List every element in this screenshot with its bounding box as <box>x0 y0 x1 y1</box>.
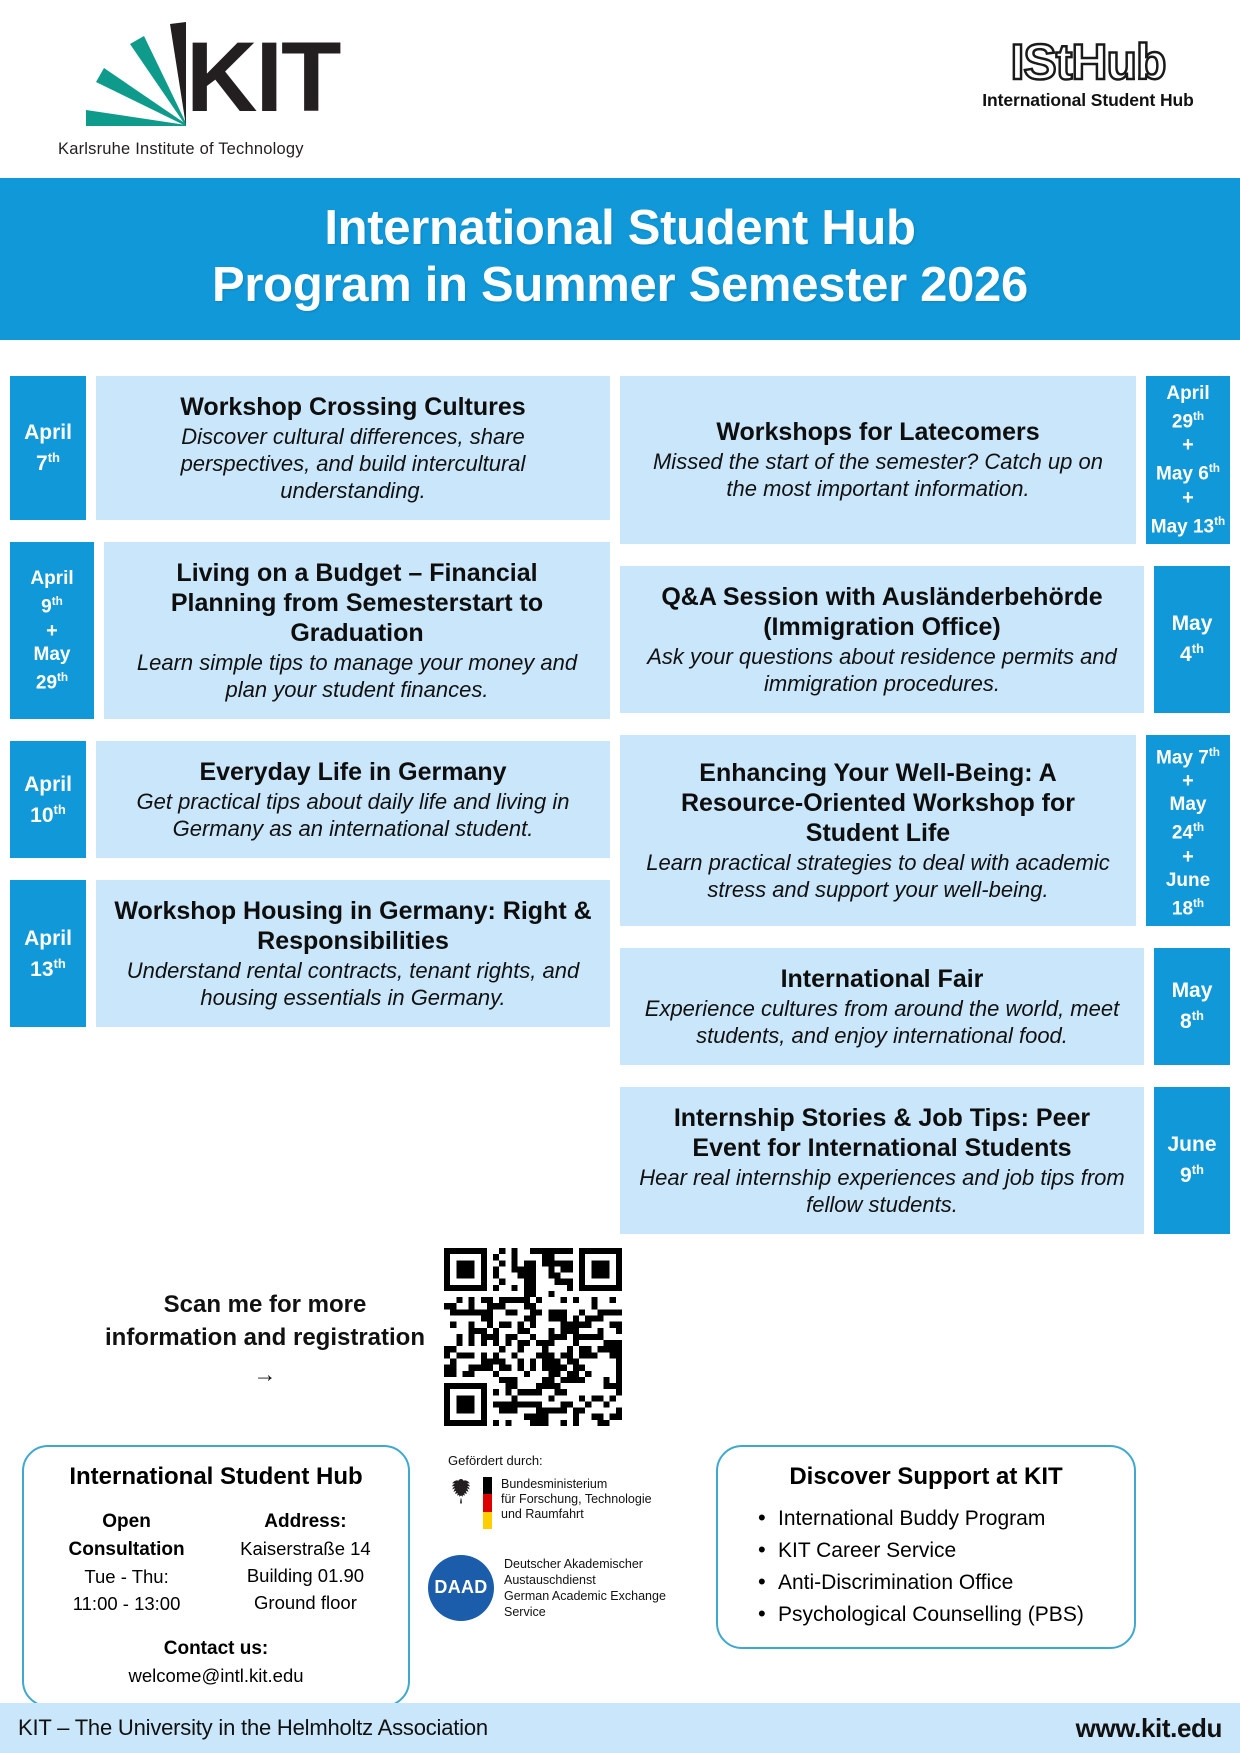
address-heading: Address: <box>264 1510 347 1532</box>
row-spacer <box>1144 1087 1154 1234</box>
event-title: Workshop Crossing Cultures <box>180 393 526 421</box>
kit-url[interactable]: www.kit.edu <box>1075 1712 1222 1743</box>
date-line: April 29th <box>1166 383 1210 433</box>
event-date-box <box>1154 1087 1230 1234</box>
event-description: Discover cultural differences, share perspectives, and build intercultural understanding. <box>180 424 526 503</box>
program-grid <box>0 340 1240 1234</box>
isthub-wordmark: IStHub <box>1010 34 1166 90</box>
qr-instruction-text: Scan me for more information and registration <box>104 1290 425 1351</box>
consultation-days: Tue - Thu: <box>84 1565 169 1587</box>
date-plus-separator: + <box>1182 486 1194 509</box>
contact-details <box>38 1507 394 1617</box>
event-title: Internship Stories & Job Tips: Peer Event for International Students <box>673 1103 1091 1162</box>
event-card <box>620 735 1136 926</box>
event-title: International Fair <box>780 964 984 993</box>
event-card <box>96 880 610 1027</box>
funding-logos <box>422 1445 704 1621</box>
event-description: Learn simple tips to manage your money and plan your student finances. <box>136 650 578 702</box>
date-line: 9th <box>1180 1162 1204 1188</box>
event-description: Missed the start of the semester? Catch up on the most important information. <box>652 449 1103 502</box>
event-title: Enhancing Your Well-Being: A Resource-Oriented Workshop for Student Life <box>680 758 1076 847</box>
event-date-box <box>10 376 86 520</box>
date-line: 9th <box>41 595 63 618</box>
support-box-title: Discover Support at KIT <box>789 1462 1063 1490</box>
event-card <box>620 566 1144 713</box>
isthub-logo <box>968 36 1208 111</box>
address-line-1: Kaiserstraße 14 <box>240 1537 371 1559</box>
event-card <box>104 542 610 719</box>
date-line: April <box>24 772 72 796</box>
title-banner <box>0 178 1240 340</box>
event-date-box <box>10 880 86 1027</box>
row-spacer <box>1144 948 1154 1065</box>
event-card <box>620 948 1144 1065</box>
event-description: Understand rental contracts, tenant rights, and housing essentials in Germany. <box>126 958 580 1010</box>
event-date-box <box>1146 376 1230 544</box>
event-date-box <box>1146 735 1230 926</box>
date-line: April <box>24 926 72 950</box>
event-title: Everyday Life in Germany <box>199 758 507 786</box>
date-line: May <box>1171 612 1213 636</box>
page-title <box>0 200 1240 314</box>
date-line: May 6th <box>1156 462 1220 485</box>
contact-heading: Contact us: <box>163 1637 269 1659</box>
contact-email[interactable]: welcome@intl.kit.edu <box>128 1664 304 1686</box>
german-flag-bar-icon <box>483 1477 492 1529</box>
daad-line-2: German Academic Exchange Service <box>504 1588 666 1619</box>
daad-circle-icon: DAAD <box>428 1555 494 1621</box>
program-row <box>10 741 610 858</box>
support-list <box>732 1503 1120 1631</box>
daad-text <box>504 1556 704 1620</box>
event-description: Experience cultures from around the world, meet students, and enjoy international food. <box>644 995 1120 1048</box>
date-line: 13th <box>30 955 66 981</box>
date-line: May 13th <box>1150 514 1226 537</box>
program-row <box>620 1087 1230 1234</box>
program-row <box>10 542 610 719</box>
helmholtz-text: KIT – The University in the Helmholtz Association <box>18 1715 488 1740</box>
support-box <box>716 1445 1136 1649</box>
qr-section <box>0 1234 1240 1431</box>
event-card <box>620 1087 1144 1234</box>
date-line: May <box>33 643 71 665</box>
event-card <box>96 376 610 520</box>
address-block <box>223 1507 388 1617</box>
address-line-2: Building 01.90 <box>246 1564 365 1586</box>
kit-fan-icon <box>58 22 188 127</box>
date-plus-separator: + <box>1182 434 1194 457</box>
qr-code-image[interactable] <box>444 1248 622 1431</box>
kit-wordmark: KIT <box>186 21 340 132</box>
consultation-hours: 11:00 - 13:00 <box>72 1592 181 1614</box>
daad-logo <box>422 1555 704 1621</box>
support-list-item[interactable]: • Anti-Discrimination Office <box>758 1567 1120 1599</box>
date-line: 10th <box>30 801 66 827</box>
bmbf-line-1: Bundesministerium <box>501 1476 608 1491</box>
qr-instruction <box>100 1288 430 1391</box>
program-row <box>620 376 1230 544</box>
row-spacer <box>94 542 104 719</box>
kit-logo <box>58 22 358 162</box>
contact-box-title: International Student Hub <box>69 1462 363 1490</box>
program-row <box>620 735 1230 926</box>
event-description: Ask your questions about residence permits and immigration procedures. <box>647 643 1117 696</box>
event-description: Learn practical strategies to deal with academic stress and support your well-being. <box>646 849 1110 902</box>
row-spacer <box>1136 376 1146 544</box>
contact-email-block <box>38 1635 394 1689</box>
kit-subtitle: Karlsruhe Institute of Technology <box>58 140 304 158</box>
date-line: May <box>1171 979 1213 1003</box>
isthub-subtitle: International Student Hub <box>982 90 1194 110</box>
logo-header <box>0 0 1240 178</box>
qr-arrow-icon: → <box>253 1360 277 1387</box>
daad-line-1: Deutscher Akademischer Austauschdienst <box>504 1556 643 1587</box>
title-line-2: Program in Summer Semester 2026 <box>212 258 1028 312</box>
title-line-1: International Student Hub <box>324 201 916 255</box>
consultation-block <box>44 1507 209 1617</box>
row-spacer <box>86 741 96 858</box>
date-line: June <box>1167 1133 1217 1157</box>
event-description: Get practical tips about daily life and living in Germany as an international student. <box>136 789 570 841</box>
date-line: 29th <box>35 670 69 693</box>
program-row <box>10 376 610 520</box>
date-line: 4th <box>1180 641 1204 667</box>
program-column-right <box>620 376 1230 1234</box>
date-line: June <box>1165 869 1211 891</box>
row-spacer <box>1136 735 1146 926</box>
program-row <box>620 566 1230 713</box>
date-line: May <box>1169 794 1207 816</box>
bottom-bar <box>0 1703 1240 1753</box>
date-plus-separator: + <box>1182 770 1194 793</box>
date-plus-separator: + <box>1182 845 1194 868</box>
event-date-box <box>1154 566 1230 713</box>
bmbf-text <box>501 1477 652 1522</box>
date-line: 24th <box>1171 821 1205 844</box>
footer-section <box>0 1431 1240 1707</box>
event-title: Living on a Budget – Financial Planning from Semesterstart to Graduation <box>170 559 544 647</box>
event-date-box <box>10 542 94 719</box>
event-date-box <box>10 741 86 858</box>
date-line: May 7th <box>1156 745 1220 769</box>
date-line: 8th <box>1180 1008 1204 1034</box>
event-date-box <box>1154 948 1230 1065</box>
date-line: April <box>24 421 72 444</box>
program-column-left <box>10 376 610 1234</box>
event-title: Workshop Housing in Germany: Right & Responsibilities <box>114 897 592 955</box>
program-row <box>10 880 610 1027</box>
event-title: Workshops for Latecomers <box>716 418 1040 447</box>
date-plus-separator: + <box>46 619 58 642</box>
qr-code-icon <box>444 1248 622 1426</box>
bmbf-line-3: und Raumfahrt <box>501 1506 584 1521</box>
date-line: 18th <box>1171 896 1205 919</box>
date-line: April <box>30 568 74 590</box>
federal-eagle-icon <box>448 1477 474 1507</box>
address-line-3: Ground floor <box>254 1591 357 1613</box>
program-row <box>620 948 1230 1065</box>
support-list-item[interactable]: • Psychological Counselling (PBS) <box>758 1599 1120 1631</box>
row-spacer <box>86 880 96 1027</box>
bmbf-logo <box>422 1477 704 1529</box>
consultation-heading: Open Consultation <box>68 1510 185 1560</box>
row-spacer <box>1144 566 1154 713</box>
row-spacer <box>86 376 96 520</box>
support-list-item[interactable]: • International Buddy Program <box>758 1503 1120 1535</box>
contact-box <box>22 1445 410 1707</box>
event-card <box>620 376 1136 544</box>
funding-label: Gefördert durch: <box>448 1452 543 1468</box>
event-card <box>96 741 610 858</box>
bmbf-line-2: für Forschung, Technologie <box>501 1491 652 1506</box>
date-line: 7th <box>36 450 60 475</box>
event-description: Hear real internship experiences and job tips from fellow students. <box>639 1164 1125 1217</box>
support-list-item[interactable]: • KIT Career Service <box>758 1535 1120 1567</box>
event-title: Q&A Session with Ausländerbehörde (Immigration Office) <box>661 582 1103 641</box>
